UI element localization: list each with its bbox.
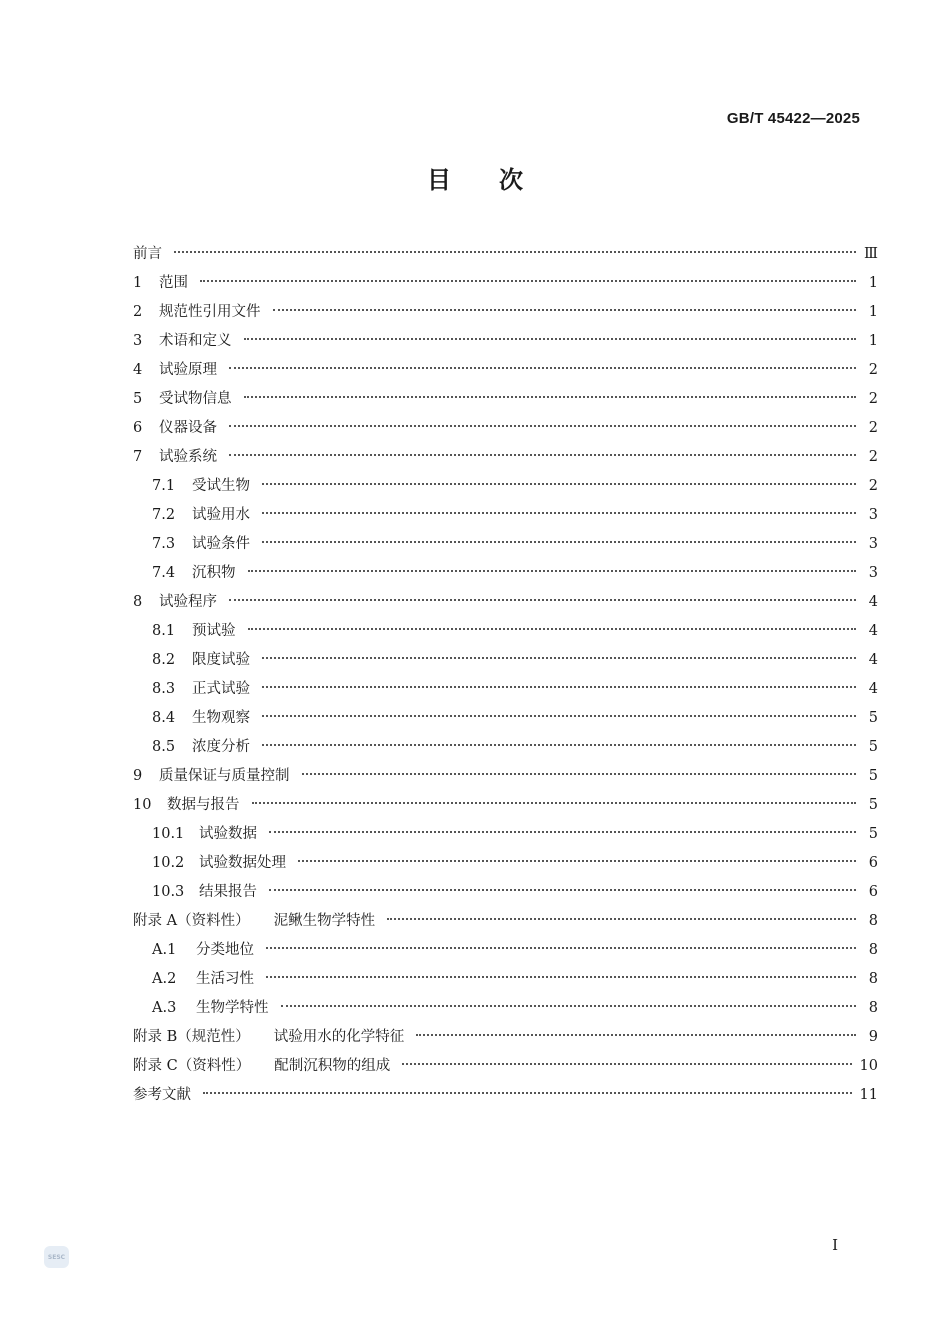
toc-leader-dots <box>262 744 856 746</box>
toc-entry[interactable] <box>133 559 878 588</box>
toc-entry-label <box>133 269 188 298</box>
toc-entry-label <box>152 994 269 1023</box>
toc-entry-number: 7.1 <box>152 478 176 494</box>
toc-entry-label <box>133 443 217 472</box>
toc-entry-page: 8 <box>868 971 878 987</box>
toc-entry-number: 7.2 <box>152 507 176 523</box>
toc-entry-title: 受试生物 <box>192 478 250 494</box>
toc-entry-label <box>152 675 250 704</box>
toc-entry-label <box>133 1081 191 1110</box>
toc-leader-dots <box>302 773 857 775</box>
toc-entry-page: 5 <box>868 797 878 813</box>
toc-entry-label <box>152 559 236 588</box>
toc-leader-dots <box>262 686 856 688</box>
toc-entry-title: 预试验 <box>192 623 236 639</box>
toc-entry-title: 数据与报告 <box>167 797 240 813</box>
toc-leader-dots <box>248 570 857 572</box>
toc-entry-number: 2 <box>133 304 143 320</box>
toc-entry-label <box>152 501 250 530</box>
toc-entry-title: 浓度分析 <box>192 739 250 755</box>
toc-entry-number: 8.4 <box>152 710 176 726</box>
toc-entry-page: 11 <box>859 1087 878 1103</box>
toc-entry-page: 3 <box>868 565 878 581</box>
toc-entry-annex-type: （规范性） <box>177 1029 250 1045</box>
toc-entry-number: 9 <box>133 768 143 784</box>
toc-entry-title: 受试物信息 <box>159 391 232 407</box>
toc-entry-title: 分类地位 <box>196 942 254 958</box>
toc-entry-number: A.2 <box>152 971 177 987</box>
toc-entry-label <box>152 878 257 907</box>
toc-entry-page: 3 <box>868 536 878 552</box>
toc-leader-dots <box>229 454 856 456</box>
toc-leader-dots <box>273 309 857 311</box>
toc-leader-dots <box>229 425 856 427</box>
toc-entry-title: 试验用水 <box>192 507 250 523</box>
toc-entry-title: 试验程序 <box>159 594 217 610</box>
toc-entry-label <box>133 1023 404 1052</box>
toc-entry-number: 7 <box>133 449 143 465</box>
toc-entry-page: 5 <box>868 739 878 755</box>
toc-leader-dots <box>200 280 856 282</box>
toc-entry-page: 3 <box>868 507 878 523</box>
toc-entry-number: 10.1 <box>152 826 185 842</box>
toc-entry[interactable] <box>133 298 878 327</box>
toc-entry-page: 5 <box>868 768 878 784</box>
toc-leader-dots <box>281 1005 857 1007</box>
toc-entry-number: 1 <box>133 275 143 291</box>
toc-entry-number: 附录 B <box>133 1029 178 1045</box>
toc-entry-label <box>152 936 254 965</box>
document-code: GB/T 45422—2025 <box>726 110 860 127</box>
toc-entry-title: 沉积物 <box>192 565 236 581</box>
toc-entry-page: 8 <box>868 942 878 958</box>
toc-entry[interactable] <box>133 414 878 443</box>
toc-entry[interactable] <box>133 385 878 414</box>
toc-leader-dots <box>262 512 856 514</box>
toc-leader-dots <box>252 802 857 804</box>
toc-entry-page: 8 <box>868 913 878 929</box>
toc-entry-number: 7.4 <box>152 565 176 581</box>
toc-entry[interactable] <box>133 240 878 269</box>
toc-entry-page: 2 <box>868 391 878 407</box>
toc-entry-page: 5 <box>868 710 878 726</box>
toc-entry-number: A.3 <box>152 1000 177 1016</box>
toc-entry-page: 2 <box>868 449 878 465</box>
toc-entry-page: 4 <box>868 652 878 668</box>
toc-entry-page: 10 <box>859 1058 878 1074</box>
toc-entry-label <box>152 733 250 762</box>
toc-entry[interactable] <box>133 646 878 675</box>
toc-leader-dots <box>402 1063 851 1065</box>
toc-entry-title: 生物观察 <box>192 710 250 726</box>
toc-entry-label <box>133 762 290 791</box>
toc-leader-dots <box>266 976 856 978</box>
toc-entry-page: 4 <box>868 623 878 639</box>
toc-leader-dots <box>262 657 856 659</box>
toc-entry-page: 8 <box>868 1000 878 1016</box>
toc-entry-number: 8 <box>133 594 143 610</box>
toc-entry-number: 附录 C <box>133 1058 178 1074</box>
toc-entry[interactable] <box>133 704 878 733</box>
toc-entry[interactable] <box>133 849 878 878</box>
toc-entry-annex-type: （资料性） <box>177 913 250 929</box>
toc-entry-number: 5 <box>133 391 143 407</box>
toc-entry-number: 8.3 <box>152 681 176 697</box>
toc-entry[interactable] <box>133 588 878 617</box>
toc-entry-page: 6 <box>868 855 878 871</box>
toc-entry[interactable] <box>133 965 878 994</box>
toc-entry-label <box>133 385 232 414</box>
toc-entry-page: 1 <box>868 275 878 291</box>
toc-entry[interactable] <box>133 791 878 820</box>
toc-entry-title: 泥鳅生物学特性 <box>273 913 376 929</box>
toc-entry-label <box>133 298 261 327</box>
toc-entry-number: 8.1 <box>152 623 176 639</box>
toc-entry-title: 结果报告 <box>199 884 257 900</box>
toc-entry-page: 1 <box>868 304 878 320</box>
toc-entry-title: 限度试验 <box>192 652 250 668</box>
toc-entry-title: 规范性引用文件 <box>159 304 261 320</box>
toc-entry[interactable] <box>133 269 878 298</box>
toc-entry-page: 9 <box>868 1029 878 1045</box>
toc-leader-dots <box>266 947 856 949</box>
page-title <box>0 160 950 195</box>
toc-entry[interactable] <box>133 936 878 965</box>
toc-entry-number: 6 <box>133 420 143 436</box>
toc-entry-title: 质量保证与质量控制 <box>159 768 290 784</box>
toc-entry-number: 7.3 <box>152 536 176 552</box>
toc-entry-title: 前言 <box>133 246 162 262</box>
toc-entry-page: 1 <box>868 333 878 349</box>
toc-entry-number: 10.3 <box>152 884 185 900</box>
toc-entry[interactable] <box>133 907 878 936</box>
toc-entry-page: 5 <box>868 826 878 842</box>
toc-entry-page: Ⅲ <box>864 246 878 262</box>
toc-leader-dots <box>229 367 856 369</box>
toc-entry-number: 10 <box>133 797 152 813</box>
toc-entry-label <box>152 820 257 849</box>
toc-entry-title: 配制沉积物的组成 <box>274 1058 391 1074</box>
page-number: I <box>832 1236 838 1254</box>
toc-entry-number: 3 <box>133 333 143 349</box>
toc-entry-number: 8.5 <box>152 739 176 755</box>
toc-entry-label <box>133 588 217 617</box>
toc-entry-title: 仪器设备 <box>159 420 217 436</box>
toc-entry[interactable] <box>133 733 878 762</box>
toc-entry-title: 试验用水的化学特征 <box>273 1029 405 1045</box>
toc-entry-page: 4 <box>868 594 878 610</box>
toc-entry-page: 4 <box>868 681 878 697</box>
toc-leader-dots <box>387 918 856 920</box>
toc-entry-page: 2 <box>868 478 878 494</box>
toc-entry[interactable] <box>133 501 878 530</box>
toc-entry[interactable] <box>133 762 878 791</box>
toc-leader-dots <box>229 599 856 601</box>
toc-entry-title: 术语和定义 <box>159 333 232 349</box>
toc-entry-page: 6 <box>868 884 878 900</box>
toc-leader-dots <box>248 628 857 630</box>
toc-entry-title: 参考文献 <box>133 1087 191 1103</box>
toc-entry[interactable] <box>133 1081 878 1110</box>
toc-entry-label <box>152 849 286 878</box>
toc-entry[interactable] <box>133 356 878 385</box>
toc-leader-dots <box>269 831 856 833</box>
toc-entry-title: 生物学特性 <box>196 1000 269 1016</box>
toc-leader-dots <box>244 396 857 398</box>
toc-entry[interactable] <box>133 994 878 1023</box>
toc-entry-label <box>133 791 240 820</box>
toc-leader-dots <box>262 483 856 485</box>
toc-entry-title: 范围 <box>159 275 188 291</box>
toc-entry-label <box>152 617 236 646</box>
toc-entry[interactable] <box>133 1023 878 1052</box>
toc-leader-dots <box>174 251 856 253</box>
toc-entry[interactable] <box>133 443 878 472</box>
toc-leader-dots <box>203 1092 852 1094</box>
toc-entry-page: 2 <box>868 362 878 378</box>
toc-entry[interactable] <box>133 1052 878 1081</box>
toc-entry-label <box>133 356 217 385</box>
toc-entry-title: 试验数据 <box>199 826 257 842</box>
toc-entry-annex-type: （资料性） <box>177 1058 251 1074</box>
toc-entry-number: A.1 <box>152 942 177 958</box>
toc-entry-number: 8.2 <box>152 652 176 668</box>
toc-leader-dots <box>416 1034 856 1036</box>
watermark-logo: SESC <box>44 1246 69 1268</box>
toc-entry-label <box>133 907 375 936</box>
toc-entry-number: 附录 A <box>133 913 178 929</box>
toc-leader-dots <box>262 541 856 543</box>
toc-entry-title: 试验条件 <box>192 536 250 552</box>
toc-entry-label <box>152 530 250 559</box>
toc-leader-dots <box>262 715 856 717</box>
toc-entry-label <box>152 472 250 501</box>
toc-entry-label <box>133 414 217 443</box>
title-char-right: 次 <box>499 166 523 194</box>
toc-leader-dots <box>298 860 856 862</box>
toc-entry[interactable] <box>133 327 878 356</box>
table-of-contents <box>133 240 878 1110</box>
toc-entry[interactable] <box>133 820 878 849</box>
toc-entry[interactable] <box>133 675 878 704</box>
toc-entry[interactable] <box>133 617 878 646</box>
toc-entry-label <box>152 646 250 675</box>
toc-entry-title: 生活习性 <box>196 971 254 987</box>
title-char-left: 目 <box>427 166 451 194</box>
toc-entry-label <box>152 704 250 733</box>
toc-entry-label <box>133 327 232 356</box>
toc-entry[interactable] <box>133 530 878 559</box>
toc-entry-number: 4 <box>133 362 143 378</box>
toc-entry-label <box>133 1052 390 1081</box>
toc-entry-title: 试验数据处理 <box>199 855 286 871</box>
toc-entry-page: 2 <box>868 420 878 436</box>
toc-entry-number: 10.2 <box>152 855 185 871</box>
toc-entry-label <box>152 965 254 994</box>
toc-entry-label <box>133 240 162 269</box>
toc-entry-title: 正式试验 <box>192 681 250 697</box>
toc-entry[interactable] <box>133 472 878 501</box>
toc-entry-title: 试验原理 <box>159 362 217 378</box>
toc-entry-title: 试验系统 <box>159 449 217 465</box>
toc-leader-dots <box>269 889 856 891</box>
toc-leader-dots <box>244 338 857 340</box>
toc-entry[interactable] <box>133 878 878 907</box>
